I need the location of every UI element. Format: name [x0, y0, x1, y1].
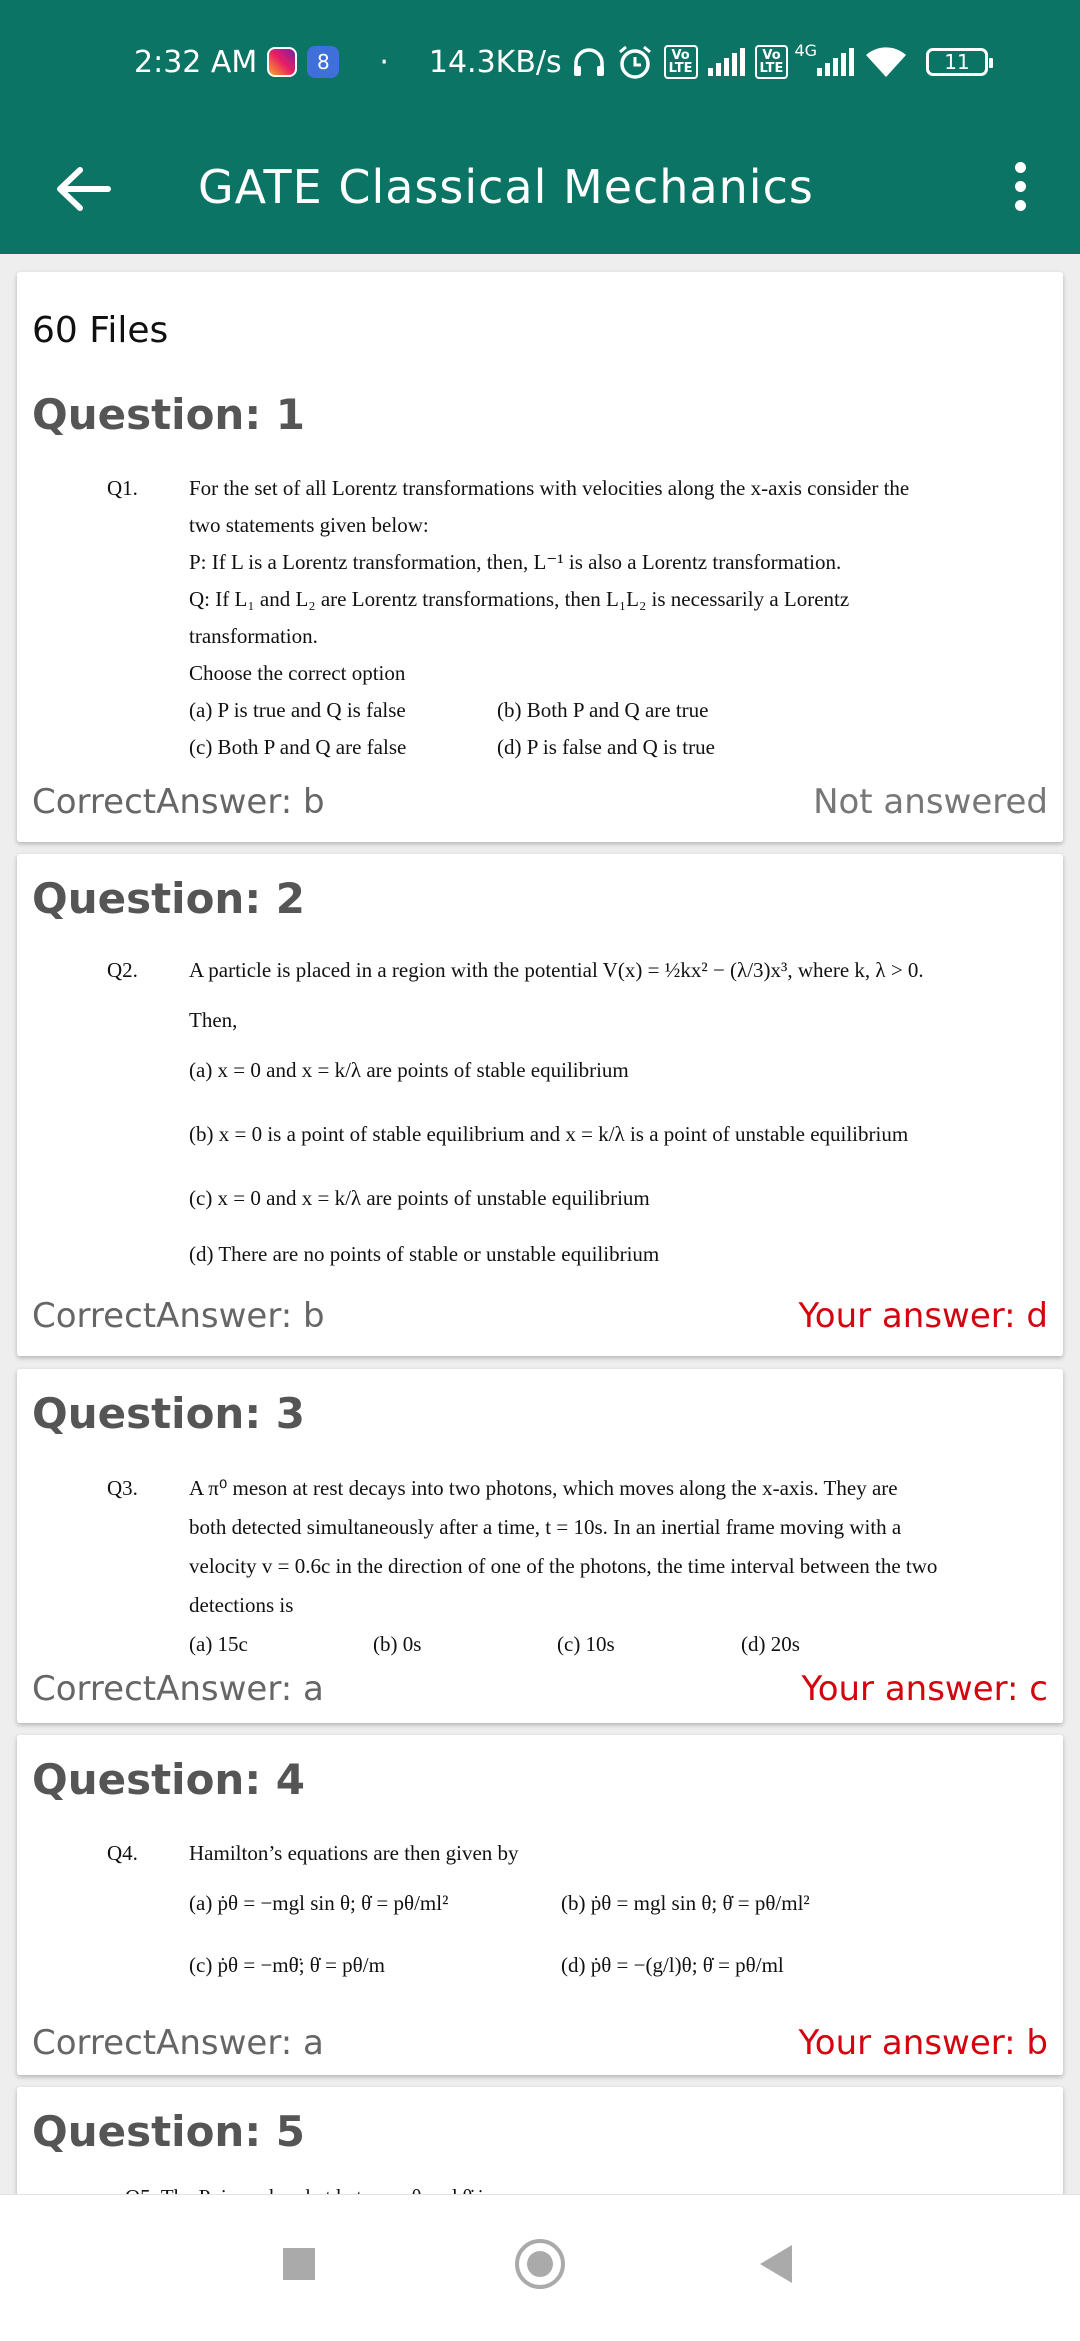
question-title: Question: 2	[32, 874, 305, 923]
option-a: (a) P is true and Q is false	[189, 698, 406, 722]
files-count: 60 Files	[32, 310, 169, 351]
correct-answer: CorrectAnswer: b	[32, 782, 325, 822]
question-title: Question: 1	[32, 390, 305, 439]
status-bar	[0, 0, 1080, 124]
question-text: Q1. For the set of all Lorentz transformations with velocities along the x-axis consider the two statements given below: P: If L is a Lorentz transformation, then, L⁻¹ is also a Lorentz transformation. Q: If L₁ and L₂ are Lorentz transformations, then L₁L₂ is necessarily a Lorentz transformation. Choose the correct option (a) P is true and Q is false (b) Both P and Q are true (c) Both P and Q are false (d) P is false and Q is true	[107, 470, 927, 770]
volte-icon: Vo LTE	[664, 45, 698, 79]
question-card-4	[17, 1735, 1063, 2075]
option-b: (b) ṗθ = mgl sin θ; θ̇ = pθ/ml²	[561, 1891, 810, 1915]
answer-row	[32, 1296, 1048, 1340]
network-type: 4G	[794, 40, 818, 60]
home-icon[interactable]	[515, 2239, 565, 2289]
option-b: (b) 0s	[373, 1632, 422, 1656]
answer-status: Your answer: c	[801, 1669, 1048, 1709]
option-a: (a) ṗθ = −mgl sin θ; θ̇ = pθ/ml²	[189, 1891, 449, 1915]
option-d: (d) P is false and Q is true	[497, 735, 715, 759]
battery-icon: 11	[926, 48, 988, 76]
option-a: (a) 15c	[189, 1632, 248, 1656]
volte-icon-2: Vo LTE	[755, 45, 789, 79]
system-back-icon[interactable]	[760, 2245, 792, 2283]
recents-icon[interactable]	[283, 2248, 315, 2280]
answer-row	[32, 2023, 1048, 2067]
correct-answer: CorrectAnswer: a	[32, 1669, 324, 1709]
option-a: (a) x = 0 and x = k/λ are points of stable equilibrium	[189, 1058, 629, 1082]
signal-bars-icon	[708, 48, 745, 76]
alarm-icon	[616, 44, 654, 80]
option-c: (c) Both P and Q are false	[189, 735, 407, 759]
page-title: GATE Classical Mechanics	[198, 160, 814, 214]
question-title: Question: 4	[32, 1755, 305, 1804]
status-dot: ·	[379, 44, 389, 80]
correct-answer: CorrectAnswer: b	[32, 1296, 325, 1336]
option-d: (d) ṗθ = −(g/l)θ; θ̇ = pθ/ml	[561, 1953, 784, 1977]
option-d: (d) There are no points of stable or unstable equilibrium	[189, 1242, 660, 1266]
system-nav-bar	[0, 2194, 1080, 2341]
back-arrow-icon[interactable]	[48, 154, 118, 224]
question-text: Q3. A π⁰ meson at rest decays into two photons, which moves along the x-axis. They are both detected simultaneously after a time, t = 10s. In an inertial frame moving with a velocity v = 0.6c in the direction of one of the photons, the time interval between the two detections is (a) 15c (b) 0s (c) 10s (d) 20s	[107, 1469, 927, 1669]
question-card-3	[17, 1369, 1063, 1723]
option-b: (b) Both P and Q are true	[497, 698, 709, 722]
question-text: Q2. A particle is placed in a region with the potential V(x) = ½kx² − (λ/3)x³, where k, λ > 0. Then, (a) x = 0 and x = k/λ are points of stable equilibrium (b) x = 0 is a point of stable equilibrium and x = k/λ is a point of unstable equilibrium (c) x = 0 and x = k/λ are points of unstable equilibrium (d) There are no points of stable or unstable equilibrium	[107, 954, 927, 1284]
notification-badge-icon: 8	[307, 46, 339, 78]
more-options-icon[interactable]	[1002, 154, 1038, 224]
wifi-icon	[864, 45, 908, 79]
instagram-icon	[267, 47, 297, 77]
option-c: (c) ṗθ = −mθ̈; θ̇ = pθ/m	[189, 1953, 385, 1977]
answer-status: Not answered	[813, 782, 1048, 822]
option-d: (d) 20s	[741, 1632, 800, 1656]
question-list[interactable]	[0, 254, 1080, 2194]
answer-row	[32, 782, 1048, 826]
question-text: Q4. Hamilton’s equations are then given by (a) ṗθ = −mgl sin θ; θ̇ = pθ/ml² (b) ṗθ = mgl sin θ; θ̇ = pθ/ml² (c) ṗθ = −mθ̈; θ̇ = pθ/m (d) ṗθ = −(g/l)θ; θ̇ = pθ/ml	[107, 1835, 927, 2015]
status-time: 2:32 AM	[134, 44, 258, 80]
app-bar	[0, 124, 1080, 254]
answer-status: Your answer: d	[798, 1296, 1048, 1336]
net-speed: 14.3KB/s	[428, 44, 562, 80]
option-c: (c) x = 0 and x = k/λ are points of unstable equilibrium	[189, 1186, 650, 1210]
answer-row	[32, 1669, 1048, 1713]
answer-status: Your answer: b	[798, 2023, 1048, 2063]
option-b: (b) x = 0 is a point of stable equilibrium and x = k/λ is a point of unstable equilibrium	[189, 1122, 909, 1146]
signal-bars-icon-2	[817, 48, 854, 76]
question-card-1	[17, 272, 1063, 842]
correct-answer: CorrectAnswer: a	[32, 2023, 324, 2063]
headphones-icon	[572, 46, 606, 78]
question-title: Question: 5	[32, 2107, 305, 2156]
question-card-2	[17, 854, 1063, 1356]
question-title: Question: 3	[32, 1389, 305, 1438]
option-c: (c) 10s	[557, 1632, 615, 1656]
